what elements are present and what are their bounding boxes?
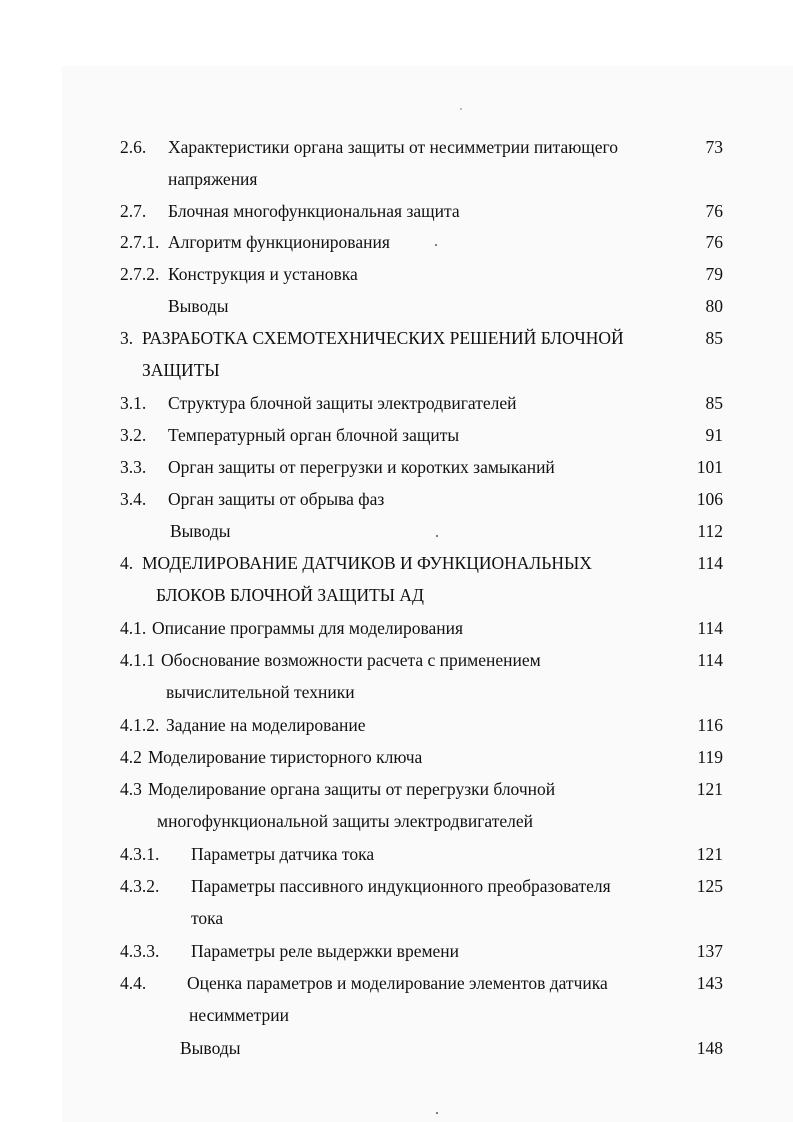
toc-entry-page: 112 [697, 521, 723, 541]
toc-entry-title: Выводы [180, 1038, 241, 1058]
toc-entry-title: Орган защиты от перегрузки и коротких замыканий [168, 457, 555, 477]
toc-entry-page: 106 [696, 489, 723, 509]
toc-entry-title-continuation: несимметрии [189, 1005, 289, 1025]
toc-entry-page: 148 [696, 1038, 723, 1058]
toc-entry-page: 137 [696, 941, 723, 961]
toc-entry-page: 73 [705, 137, 723, 157]
toc-entry-title: Параметры реле выдержки времени [191, 941, 460, 961]
toc-entry-number: 4.1.2. [120, 715, 160, 735]
toc-entry-page: 101 [696, 457, 723, 477]
toc-entry-title: Моделирование органа защиты от перегрузки блочной [148, 779, 556, 799]
toc-entry-title-continuation: тока [191, 908, 224, 928]
toc-entry-title: МОДЕЛИРОВАНИЕ ДАТЧИКОВ И ФУНКЦИОНАЛЬНЫХ [142, 553, 592, 573]
toc-entry-number: 2.7.1. [120, 232, 160, 252]
toc-entry-page: 114 [697, 650, 723, 670]
toc-entry-number: 4.3.2. [120, 876, 160, 896]
toc-entry-number: 2.7. [120, 201, 147, 221]
toc-entry-title: Выводы [168, 296, 229, 316]
toc-entry-title: Параметры пассивного индукционного преобразователя [191, 876, 611, 896]
toc-entry-title-continuation: многофункциональной защиты электродвигателей [157, 811, 533, 831]
toc-entry-number: 4.3 [120, 779, 142, 799]
toc-entry-number: 4.3.3. [120, 941, 160, 961]
toc-entry-title: Орган защиты от обрыва фаз [168, 489, 385, 509]
scan-speck [436, 535, 438, 537]
toc-entry-number: 3. [120, 328, 134, 348]
toc-entry-title: Задание на моделирование [166, 715, 366, 735]
toc-entry-number: 3.4. [120, 489, 147, 509]
toc-entry-page: 121 [696, 844, 723, 864]
toc-entry-page: 119 [697, 747, 723, 767]
toc-entry-title: Моделирование тиристорного ключа [148, 747, 423, 767]
toc-entry-page: 116 [697, 715, 723, 735]
toc-entry-page: 114 [697, 618, 723, 638]
toc-entry-title: РАЗРАБОТКА СХЕМОТЕХНИЧЕСКИХ РЕШЕНИЙ БЛОЧНОЙ [142, 328, 624, 348]
toc-entry-title: Блочная многофункциональная защита [168, 201, 460, 221]
toc-entry-title: Описание программы для моделирования [152, 618, 464, 638]
toc-entry-title: Оценка параметров и моделирование элементов датчика [187, 973, 608, 993]
toc-entry-number: 3.3. [120, 457, 147, 477]
toc-entry-number: 4.1. [120, 618, 147, 638]
toc-entry-title-continuation: ЗАЩИТЫ [142, 360, 220, 380]
toc-entry-page: 85 [705, 393, 723, 413]
toc-entry-number: 4.1.1 [120, 650, 155, 670]
toc-entry-number: 4. [120, 553, 134, 573]
scan-speck [460, 108, 462, 110]
toc-entry-title: Температурный орган блочной защиты [168, 425, 460, 445]
scan-speck [435, 244, 437, 246]
toc-entry-title: Алгоритм функционирования [168, 232, 390, 252]
toc-entry-number: 4.3.1. [120, 844, 160, 864]
toc-entry-page: 121 [696, 779, 723, 799]
toc-entry-page: 85 [705, 328, 723, 348]
toc-entry-title-continuation: напряжения [168, 169, 258, 189]
toc-entry-number: 3.1. [120, 393, 147, 413]
toc-entry-page: 114 [697, 553, 723, 573]
toc-entry-title: Параметры датчика тока [191, 844, 375, 864]
toc-entry-title: Выводы [170, 521, 231, 541]
toc-entry-page: 79 [705, 264, 723, 284]
toc-entry-page: 76 [705, 201, 723, 221]
toc-entry-title: Конструкция и установка [168, 264, 358, 284]
toc-entry-number: 3.2. [120, 425, 147, 445]
toc-entry-page: 91 [705, 425, 723, 445]
toc-entry-title-continuation: вычислительной техники [166, 682, 355, 702]
toc-entry-number: 2.7.2. [120, 264, 160, 284]
toc-entry-title: Структура блочной защиты электродвигателей [168, 393, 517, 413]
toc-entry-title-continuation: БЛОКОВ БЛОЧНОЙ ЗАЩИТЫ АД [156, 585, 424, 605]
toc-entry-number: 4.4. [120, 973, 147, 993]
toc-entry-page: 143 [696, 973, 723, 993]
scan-speck [436, 1112, 438, 1114]
toc-entry-page: 76 [705, 232, 723, 252]
toc-entry-number: 4.2 [120, 747, 142, 767]
toc-entry-page: 80 [705, 296, 723, 316]
toc-entry-page: 125 [696, 876, 723, 896]
toc-entry-number: 2.6. [120, 137, 147, 157]
toc-entry-title: Обоснование возможности расчета с применением [161, 650, 541, 670]
toc-entry-title: Характеристики органа защиты от несимметрии питающего [168, 137, 619, 157]
